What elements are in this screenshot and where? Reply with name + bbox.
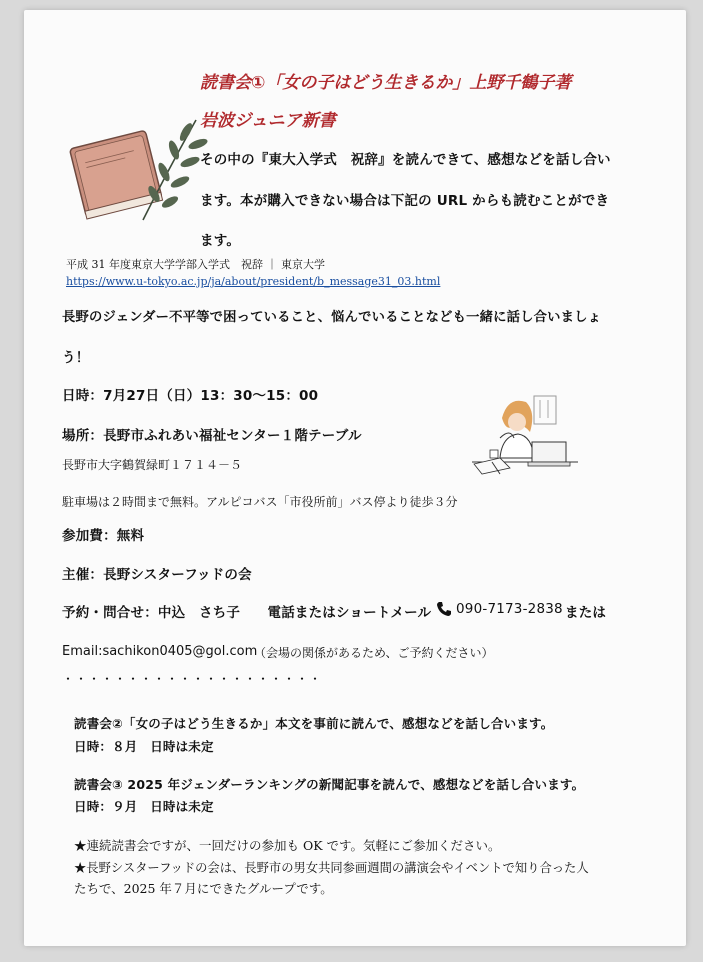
book-illustration — [58, 110, 208, 225]
link-caption: 平成 31 年度東京大学学部入学式 祝辞 ｜ 東京大学 — [66, 258, 325, 271]
participation-fee: 参加費：無料 — [62, 528, 145, 544]
session-2-text: 読書会②「女の子はどう生きるか」本文を事前に読んで、感想などを話し合います。 — [74, 716, 554, 731]
event-host: 主催：長野シスターフッドの会 — [62, 567, 252, 583]
event-title: 読書会①「女の子はどう生きるか」上野千鶴子著 — [200, 73, 572, 93]
event-datetime: 日時：7月27日（日）13：30～15：00 — [62, 388, 319, 404]
contact-phone[interactable]: 090-7173-2838 — [456, 601, 563, 617]
contact-label: 予約・問合せ：中込 さち子 電話またはショートメール — [62, 605, 432, 621]
gender-line-2: う！ — [62, 350, 90, 366]
parking-info: 駐車場は２時間まで無料。アルピコバス「市役所前」バス停より徒歩３分 — [62, 495, 458, 509]
reservation-note: （会場の関係があるため、ご予約ください） — [254, 646, 494, 660]
note-line-2: ★長野シスターフッドの会は、長野市の男女共同参画週間の講演会やイベントで知り合った人 — [74, 861, 589, 875]
intro-line-3: ます。 — [200, 233, 241, 249]
contact-or: または — [565, 605, 607, 621]
phone-icon — [436, 601, 452, 617]
session-3-date: 日時：９月 日時は未定 — [74, 799, 214, 814]
book-publisher: 岩波ジュニア新書 — [200, 111, 336, 131]
session-2-date: 日時：８月 日時は未定 — [74, 739, 214, 754]
contact-email[interactable]: Email:sachikon0405@gol.com — [62, 644, 258, 659]
event-venue: 場所：長野市ふれあい福祉センター１階テーブル — [62, 428, 362, 444]
note-line-3: たちで、2025 年７月にできたグループです。 — [74, 881, 333, 896]
venue-address: 長野市大字鶴賀緑町１７１４－５ — [62, 458, 243, 472]
intro-line-2: ます。本が購入できない場合は下記の URL からも読むことができ — [200, 193, 610, 209]
intro-line-1: その中の『東大入学式 祝辞』を読んできて、感想などを話し合い — [200, 152, 611, 168]
speech-url-link[interactable]: https://www.u-tokyo.ac.jp/ja/about/president/b_message31_03.html — [66, 275, 441, 288]
gender-line-1: 長野のジェンダー不平等で困っていること、悩んでいることなども一緒に話し合いましょ — [62, 310, 602, 325]
flyer-page — [24, 10, 686, 946]
note-line-1: ★連続読書会ですが、一回だけの参加も OK です。気軽にご参加ください。 — [74, 838, 501, 853]
woman-at-laptop-illustration — [470, 388, 580, 483]
session-3-text: 読書会③ 2025 年ジェンダーランキングの新聞記事を読んで、感想などを話し合います。 — [74, 777, 585, 792]
dotted-divider: ・・・・・・・・・・・・・・・・・・・・ — [62, 672, 323, 686]
